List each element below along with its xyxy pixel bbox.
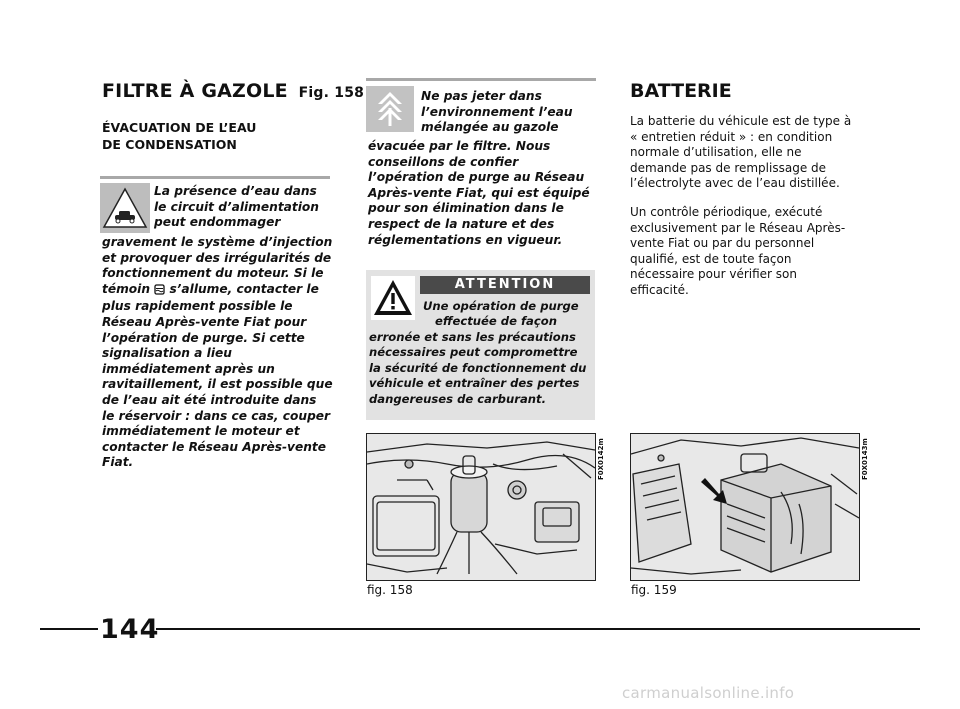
section-heading-fuel-filter (102, 80, 364, 102)
watermark: carmanualsonline.info (622, 684, 795, 702)
battery-photo (630, 433, 860, 581)
footer-rule-left (40, 628, 98, 630)
env-note-body: évacuée par le filtre. Nous conseillons de confier l’opération de purge au Réseau Après-vente Fiat, qui est équipé pour son élimination dans le respect de la nature et des réglementations en vigueur. (368, 139, 590, 247)
heading-text: FILTRE À GAZOLE (102, 80, 288, 102)
section-heading-battery: BATTERIE (630, 80, 732, 102)
footer-rule-right (156, 628, 920, 630)
fuel-filter-photo (366, 433, 596, 581)
water-in-fuel-warning-light-icon (154, 284, 165, 300)
figure-caption-158: fig. 158 (367, 583, 413, 597)
battery-paragraph-1: La batterie du véhicule est de type à « entretien réduit » : en condition normale d’utilisation, elle ne demande pas de remplissage de l’électrolyte avec de l’eau distillée. (630, 114, 852, 191)
attention-label: ATTENTION (420, 276, 590, 294)
subheading-water-drain: ÉVACUATION DE L’EAU DE CONDENSATION (102, 120, 257, 152)
battery-paragraph-2: Un contrôle périodique, exécuté exclusivement par le Réseau Après- vente Fiat ou par du personnel qualifié, est de toute façon nécessaire pour vérifier son efficacité. (630, 205, 846, 297)
figure-code-158: F0X0142m (597, 438, 605, 480)
environment-tree-icon (366, 86, 414, 132)
env-note-header-lines: Ne pas jeter dans l’environnement l’eau mélangée au gazole (421, 89, 573, 135)
figure-caption-159: fig. 159 (631, 583, 677, 597)
note-header-lines: La présence d’eau dans le circuit d’alimentation peut endommager (154, 184, 319, 230)
heading-figure-ref: Fig. 158 (298, 85, 365, 101)
caution-car-icon (100, 183, 150, 233)
warning-header-lines: Une opération de purge effectuée de façon (423, 299, 579, 329)
figure-code-159: F0X0143m (861, 438, 869, 480)
note-divider (100, 176, 330, 179)
env-note-divider (366, 78, 596, 81)
note-body: gravement le système d’injection et provoquer des irrégularités de fonctionnement du moteur. Si le témoin s’allume, contacter le plus rapidement possible le Réseau Après-vente Fiat pour l’opération de purge. Si cette signalisation a lieu immédiatement après un ravitaillement, il est possible que de l’eau ait été introduite dans le réservoir : dans ce cas, couper immédiatement le moteur et contacter le Réseau Après-vente Fiat. (102, 235, 333, 470)
warning-body: erronée et sans les précautions nécessaires peut compromettre la sécurité de fonctionnement du véhicule et entraîner des pertes dangereuses de carburant. (369, 330, 587, 406)
page-number: 144 (100, 614, 160, 645)
warning-triangle-icon (371, 276, 415, 320)
